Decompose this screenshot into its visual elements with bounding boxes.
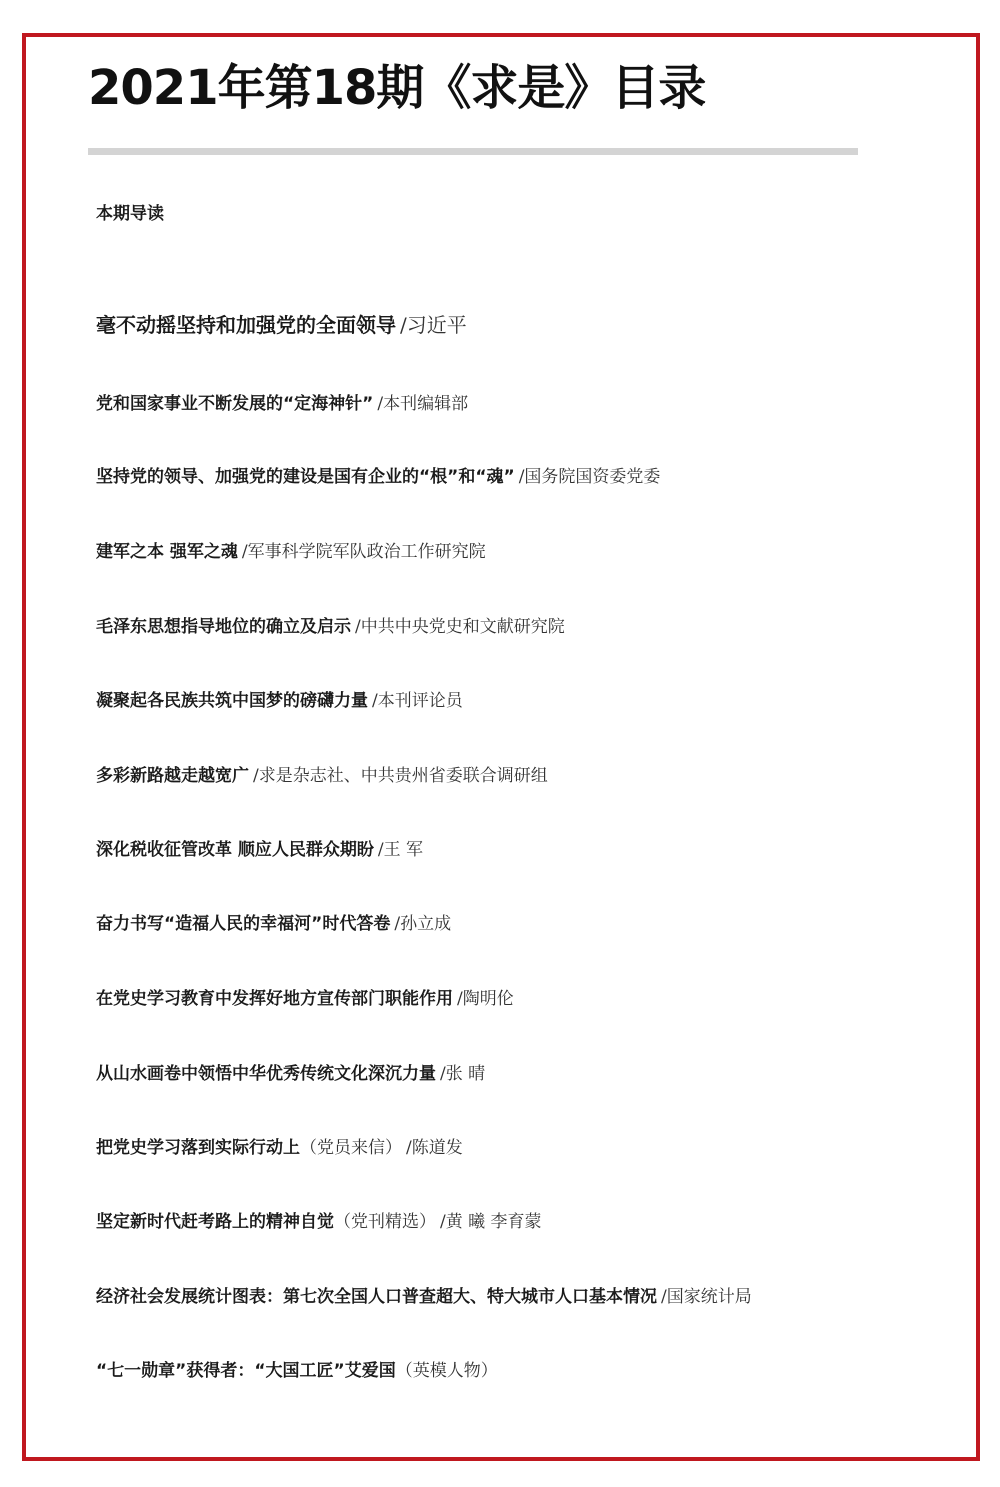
toc-entry-author: /国家统计局	[661, 1287, 752, 1307]
toc-entry[interactable]	[96, 837, 423, 863]
toc-entry-title: 把党史学习落到实际行动上	[96, 1138, 300, 1158]
page-frame	[22, 33, 980, 1461]
toc-entry-author: /本刊评论员	[372, 691, 463, 711]
toc-entry-author: /中共中央党史和文献研究院	[355, 617, 565, 637]
toc-entry[interactable]	[96, 911, 451, 937]
toc-entry-author: /孙立成	[394, 914, 452, 934]
toc-entry[interactable]	[96, 539, 486, 565]
toc-entry-title: 凝聚起各民族共筑中国梦的磅礴力量	[96, 691, 368, 711]
toc-entry-author: /本刊编辑部	[377, 394, 469, 414]
toc-entry-author: /陈道发	[406, 1138, 463, 1158]
toc-entry[interactable]	[96, 1358, 502, 1384]
section-label: 本期导读	[96, 204, 164, 224]
toc-entry-title: 多彩新路越走越宽广	[96, 766, 249, 786]
page-title: 2021年第18期《求是》目录	[88, 60, 706, 116]
toc-entry-title: 经济社会发展统计图表：第七次全国人口普查超大、特大城市人口基本情况	[96, 1287, 657, 1307]
toc-entry-title: 毫不动摇坚持和加强党的全面领导	[96, 313, 396, 337]
toc-entry[interactable]	[96, 1135, 463, 1161]
toc-entry-author: /求是杂志社、中共贵州省委联合调研组	[253, 766, 548, 786]
toc-entry-author: /军事科学院军队政治工作研究院	[241, 542, 486, 562]
toc-entry-author: /张 晴	[440, 1064, 486, 1084]
toc-entry[interactable]	[96, 464, 660, 490]
toc-entry[interactable]	[96, 763, 548, 789]
toc-entry-title: “七一勋章”获得者：“大国工匠”艾爱国	[96, 1361, 396, 1381]
toc-entry-title: 党和国家事业不断发展的“定海神针”	[96, 394, 374, 414]
toc-entry-title: 奋力书写“造福人民的幸福河”时代答卷	[96, 914, 391, 934]
toc-entry-author: /国务院国资委党委	[518, 467, 661, 487]
toc-entry[interactable]	[96, 391, 468, 417]
toc-entry[interactable]	[96, 312, 467, 340]
toc-entry[interactable]	[96, 1284, 752, 1310]
toc-entry-note: （党刊精选）	[334, 1212, 436, 1232]
toc-entry-title: 在党史学习教育中发挥好地方宣传部门职能作用	[96, 989, 453, 1009]
toc-entry[interactable]	[96, 1209, 542, 1235]
toc-entry-note: （党员来信）	[300, 1138, 402, 1158]
toc-entry-author: /陶明伦	[457, 989, 514, 1009]
title-divider	[88, 148, 858, 155]
toc-entry[interactable]	[96, 614, 565, 640]
toc-entry-title: 毛泽东思想指导地位的确立及启示	[96, 617, 351, 637]
toc-entry-title: 从山水画卷中领悟中华优秀传统文化深沉力量	[96, 1064, 436, 1084]
toc-entry-title: 深化税收征管改革 顺应人民群众期盼	[96, 840, 374, 860]
toc-entry-title: 坚持党的领导、加强党的建设是国有企业的“根”和“魂”	[96, 467, 515, 487]
toc-entry[interactable]	[96, 1061, 485, 1087]
toc-entry-author: /习近平	[400, 313, 467, 337]
toc-entry-title: 坚定新时代赶考路上的精神自觉	[96, 1212, 334, 1232]
toc-entry[interactable]	[96, 688, 463, 714]
toc-entry-title: 建军之本 强军之魂	[96, 542, 238, 562]
toc-entry[interactable]	[96, 986, 514, 1012]
toc-entry-note: （英模人物）	[395, 1361, 498, 1381]
toc-entry-author: /王 军	[377, 840, 424, 860]
toc-entry-author: /黄 曦 李育蒙	[440, 1212, 542, 1232]
